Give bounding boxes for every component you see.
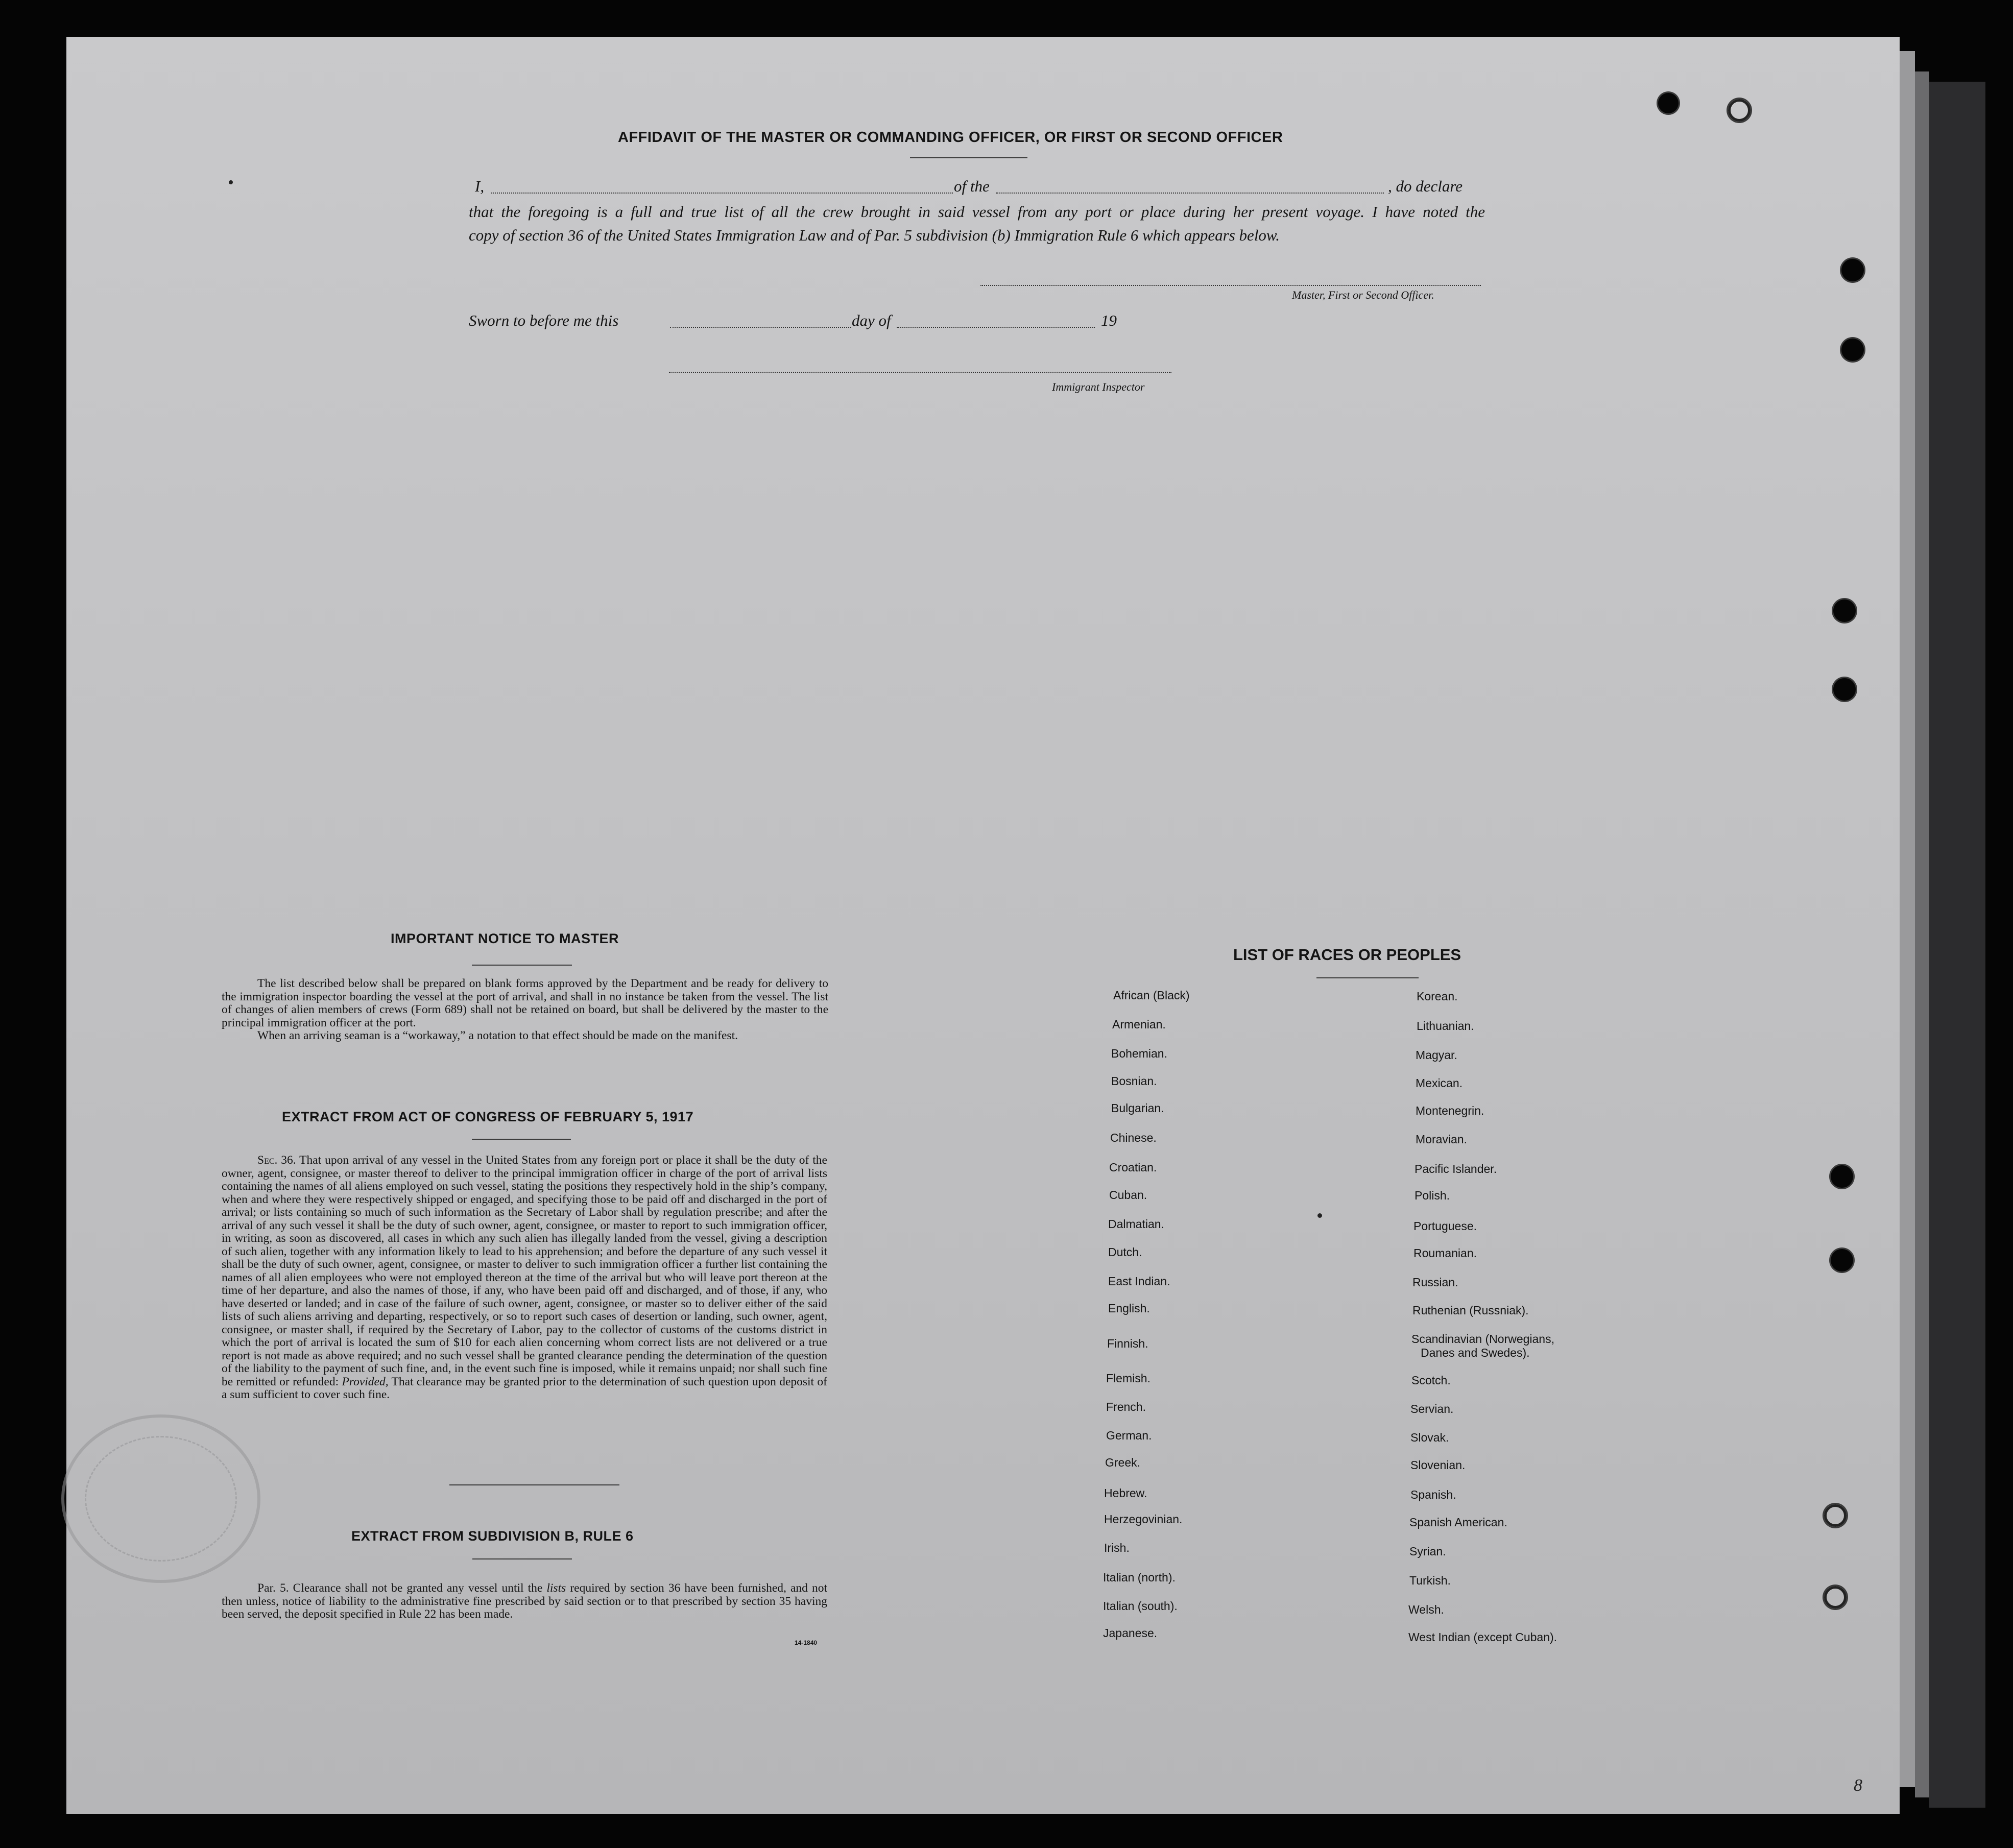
sworn-day-blank	[670, 327, 851, 328]
act-extract-title: EXTRACT FROM ACT OF CONGRESS OF FEBRUARY 5, 1917	[282, 1109, 694, 1124]
sec-label: Sec.	[257, 1154, 278, 1167]
race-item: Ruthenian (Russniak).	[1412, 1304, 1529, 1317]
race-item: Scandinavian (Norwegians,	[1411, 1332, 1554, 1346]
race-item: Pacific Islander.	[1415, 1162, 1497, 1175]
race-item: Irish.	[1104, 1541, 1130, 1554]
race-item-continuation: Danes and Swedes).	[1421, 1346, 1530, 1359]
binder-hole	[1824, 1586, 1847, 1609]
binder-hole	[1824, 1504, 1847, 1527]
race-item: Welsh.	[1408, 1603, 1444, 1616]
race-item: Roumanian.	[1413, 1246, 1477, 1260]
rule-extract-body	[222, 1582, 827, 1621]
affidavit-statement-line-2: copy of section 36 of the United States Immigration Law and of Par. 5 subdivision (b) Immigration Rule 6 which appears below.	[469, 226, 1280, 244]
race-item: Montenegrin.	[1416, 1104, 1484, 1117]
race-item: Russian.	[1412, 1276, 1458, 1289]
race-item: Turkish.	[1409, 1574, 1451, 1587]
rule-title-underline	[472, 1558, 572, 1559]
title-underline	[910, 157, 1027, 158]
affidavit-title: AFFIDAVIT OF THE MASTER OR COMMANDING OFFICER, OR FIRST OR SECOND OFFICER	[618, 129, 1283, 146]
embossed-seal	[61, 1414, 260, 1583]
notice-paragraph-2: When an arriving seaman is a “workaway,” a notation to that effect should be made on the manifest.	[257, 1029, 738, 1042]
race-item: Magyar.	[1416, 1048, 1457, 1062]
race-item: Croatian.	[1109, 1161, 1157, 1174]
race-item: Polish.	[1415, 1189, 1450, 1202]
affidavit-statement-line-1: that the foregoing is a full and true list of all the crew brought in said vessel from any port or place during her present voyage. I have noted the	[469, 203, 1485, 221]
race-item: Japanese.	[1103, 1626, 1158, 1640]
name-blank	[491, 193, 953, 194]
form-number: 14-1840	[795, 1639, 818, 1646]
binder-hole	[1841, 259, 1864, 281]
race-item: Finnish.	[1107, 1337, 1148, 1350]
rule-text-part-2: required by section 36 have been furnished, and not then unless, notice of liability to the administrative fine prescribed by said section or to that prescribed by section 35 having been served, the deposit specified in Rule 22 has been made.	[222, 1581, 827, 1621]
race-item: Spanish American.	[1409, 1516, 1507, 1529]
sworn-label: Sworn to before me this	[469, 311, 619, 329]
race-item: Flemish.	[1106, 1372, 1151, 1385]
binder-hole	[1831, 1249, 1853, 1271]
vessel-blank	[996, 193, 1384, 194]
act-end-rule	[449, 1484, 619, 1485]
page-stack-edge	[1900, 51, 1915, 1787]
handwritten-page-number: 8	[1854, 1776, 1862, 1795]
rule-text-part-1: Par. 5. Clearance shall not be granted any vessel until the	[257, 1581, 543, 1595]
binder-hole	[1833, 599, 1856, 622]
race-item: Bohemian.	[1111, 1047, 1167, 1060]
act-section-36-text: 36. That upon arrival of any vessel in the United States from any foreign port or place it shall be the duty of the owner, agent, consignee, or master thereof to deliver to the principal immigration officer in charge of the port of arrival lists containing the names of all aliens employed on such vessel, stating the positions they respectively hold in the ship’s company, when and where they were respectively shipped or engaged, and specifying those to be paid off and discharged in the port of arrival; or lists containing so much of such information as the Secretary of Labor shall by regulation prescribe; and after the arrival of any such vessel it shall be the duty of such owner, agent, consignee, or master to report to such immigration officer, in writing, as soon as discovered, all cases in which any such alien has illegally landed from the vessel, giving a description of such alien, together with any information likely to lead to his apprehension; and before the departure of any such vessel it shall be the duty of such owner, agent, consignee, or master to deliver to such immigration officer a further list containing the names of all alien employees who were not employed thereon at the time of the arrival but who will leave port thereon at the time of her departure, and also the names of those, if any, who have been paid off and discharged, and of those, if any, who have deserted or landed; and in case of the failure of such owner, agent, consignee, or master so to deliver either of the said lists of such aliens arriving and departing, respectively, or so to report such cases of desertion or landing, such owner, agent, consignee, or master shall, if required by the Secretary of Labor, pay to the collector of customs of the customs district in which the port of arrival is located the sum of $10 for each alien concerning whom correct lists are not delivered or a true report is not made as above required; and no such vessel shall be granted clearance pending the determination of the question of the liability to the payment of such fine, and, in the event such fine is imposed, while it remains unpaid; nor shall such fine be remitted or refunded:	[222, 1154, 827, 1388]
race-item: Spanish.	[1410, 1488, 1456, 1501]
page-stack-edge	[1915, 71, 1929, 1797]
ink-spot	[1317, 1213, 1322, 1218]
race-item-scandinavian	[1411, 1332, 1554, 1360]
binder-hole	[1831, 1165, 1853, 1188]
rule-extract-title: EXTRACT FROM SUBDIVISION B, RULE 6	[351, 1528, 634, 1544]
race-item: Dalmatian.	[1108, 1217, 1164, 1231]
race-item: Bulgarian.	[1111, 1101, 1164, 1115]
year-label: 19	[1101, 311, 1117, 329]
races-title: LIST OF RACES OR PEOPLES	[1233, 946, 1461, 964]
race-item: West Indian (except Cuban).	[1408, 1630, 1557, 1644]
race-item: Dutch.	[1108, 1245, 1142, 1259]
affidavit-of-the-label: of the	[954, 177, 990, 195]
scanned-page	[66, 37, 1900, 1814]
signature-blank	[980, 285, 1481, 286]
race-item: English.	[1108, 1302, 1150, 1315]
binder-hole	[1841, 339, 1864, 361]
sworn-month-blank	[897, 327, 1095, 328]
race-item: Hebrew.	[1104, 1486, 1147, 1500]
race-item: Portuguese.	[1413, 1219, 1477, 1233]
race-item: Slovenian.	[1410, 1458, 1466, 1472]
affidavit-declare-label: , do declare	[1388, 177, 1463, 195]
ink-spot	[229, 180, 233, 184]
binder-hole	[1833, 678, 1856, 701]
race-item: Herzegovinian.	[1104, 1513, 1183, 1526]
race-item: East Indian.	[1108, 1275, 1170, 1288]
race-item: Moravian.	[1416, 1133, 1467, 1146]
affidavit-i-label: I,	[475, 177, 485, 195]
race-item: Mexican.	[1416, 1076, 1463, 1090]
race-item: Slovak.	[1410, 1431, 1449, 1444]
races-title-underline	[1316, 977, 1419, 978]
race-item: Italian (south).	[1103, 1599, 1178, 1613]
race-item: Servian.	[1410, 1402, 1454, 1415]
race-item: Armenian.	[1112, 1018, 1166, 1031]
race-item: Chinese.	[1110, 1131, 1157, 1144]
proviso-label: Provided,	[342, 1375, 389, 1388]
inspector-label: Immigrant Inspector	[1052, 380, 1145, 393]
race-item: Cuban.	[1109, 1188, 1147, 1202]
binder-hole	[1658, 93, 1679, 113]
race-item: Lithuanian.	[1417, 1019, 1474, 1033]
inspector-signature-blank	[669, 372, 1171, 373]
race-item: African (Black)	[1113, 989, 1190, 1002]
act-extract-body	[222, 1154, 827, 1402]
proviso-text: That clearance may be granted prior to the determination of such question upon deposit of a sum sufficient to cover such fine.	[222, 1375, 827, 1401]
race-item: Greek.	[1105, 1456, 1141, 1469]
notice-body	[222, 977, 828, 1043]
race-item: German.	[1106, 1429, 1152, 1442]
race-item: Italian (north).	[1103, 1571, 1176, 1584]
race-item: Syrian.	[1409, 1545, 1446, 1558]
signature-label: Master, First or Second Officer.	[1292, 289, 1434, 301]
race-item: Scotch.	[1411, 1374, 1451, 1387]
page-stack-edge	[1929, 82, 1985, 1808]
lists-word: lists	[546, 1581, 566, 1595]
day-of-label: day of	[852, 311, 891, 329]
binder-hole	[1728, 99, 1751, 122]
race-item: Korean.	[1417, 990, 1458, 1003]
race-item: French.	[1106, 1400, 1146, 1413]
race-item: Bosnian.	[1111, 1074, 1157, 1088]
notice-paragraph-1: The list described below shall be prepared on blank forms approved by the Department and be ready for delivery to the immigration inspector boarding the vessel at the port of arrival, and shall in no instance be taken from the vessel. The list of changes of alien members of crews (Form 689) shall not be retained on board, but shall be delivered by the master to the principal immigration officer at the port.	[222, 977, 828, 1029]
notice-title: IMPORTANT NOTICE TO MASTER	[391, 931, 619, 946]
act-title-underline	[472, 1139, 571, 1140]
notice-title-underline	[472, 965, 572, 966]
